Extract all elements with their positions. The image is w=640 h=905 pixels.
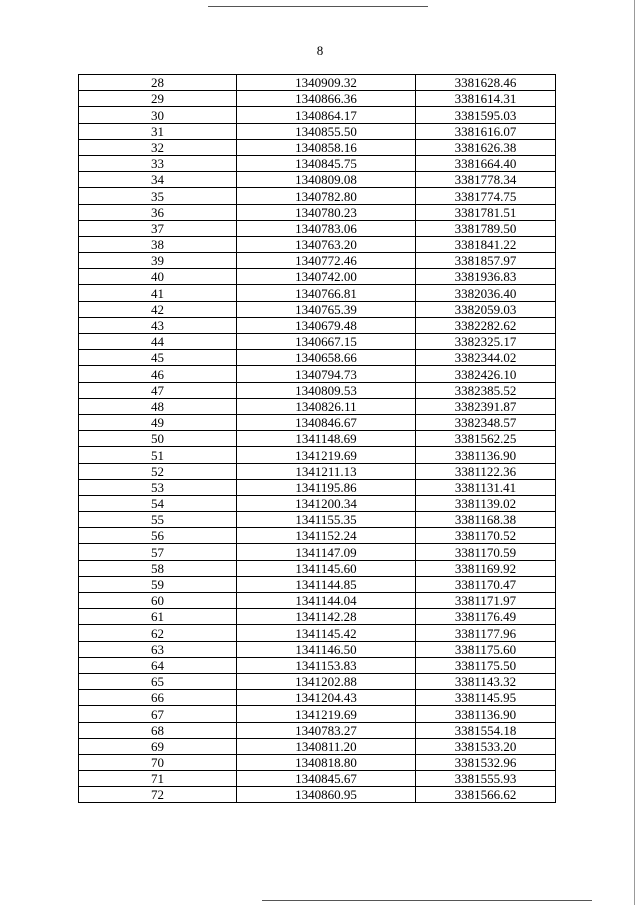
table-row [79, 366, 556, 382]
y-coordinate-cell: 3381171.97 [416, 593, 556, 609]
x-coordinate-cell: 1341202.88 [237, 673, 416, 689]
point-number-cell: 41 [79, 285, 237, 301]
x-coordinate-cell: 1340658.66 [237, 350, 416, 366]
table-row [79, 204, 556, 220]
y-coordinate-cell: 3381562.25 [416, 431, 556, 447]
point-number-cell: 62 [79, 625, 237, 641]
y-coordinate-cell: 3381566.62 [416, 787, 556, 803]
y-coordinate-cell: 3381170.52 [416, 528, 556, 544]
y-coordinate-cell: 3381789.50 [416, 220, 556, 236]
x-coordinate-cell: 1340763.20 [237, 236, 416, 252]
x-coordinate-cell: 1340766.81 [237, 285, 416, 301]
table-row [79, 107, 556, 123]
x-coordinate-cell: 1341211.13 [237, 463, 416, 479]
point-number-cell: 45 [79, 350, 237, 366]
table-row [79, 657, 556, 673]
y-coordinate-cell: 3381626.38 [416, 139, 556, 155]
table-row [79, 787, 556, 803]
table-row [79, 382, 556, 398]
point-number-cell: 54 [79, 495, 237, 511]
x-coordinate-cell: 1341200.34 [237, 495, 416, 511]
point-number-cell: 40 [79, 269, 237, 285]
table-row [79, 236, 556, 252]
table-row [79, 625, 556, 641]
table-row [79, 544, 556, 560]
y-coordinate-cell: 3381781.51 [416, 204, 556, 220]
table-row [79, 690, 556, 706]
table-row [79, 188, 556, 204]
coordinates-table [78, 74, 556, 803]
y-coordinate-cell: 3381774.75 [416, 188, 556, 204]
x-coordinate-cell: 1340742.00 [237, 269, 416, 285]
y-coordinate-cell: 3381533.20 [416, 738, 556, 754]
table-row [79, 609, 556, 625]
x-coordinate-cell: 1340864.17 [237, 107, 416, 123]
page-number: 8 [316, 43, 324, 58]
y-coordinate-cell: 3381143.32 [416, 673, 556, 689]
point-number-cell: 60 [79, 593, 237, 609]
x-coordinate-cell: 1340855.50 [237, 123, 416, 139]
y-coordinate-cell: 3381175.50 [416, 657, 556, 673]
y-coordinate-cell: 3381628.46 [416, 75, 556, 91]
table-row [79, 447, 556, 463]
point-number-cell: 68 [79, 722, 237, 738]
x-coordinate-cell: 1340772.46 [237, 253, 416, 269]
x-coordinate-cell: 1340811.20 [237, 738, 416, 754]
table-row [79, 495, 556, 511]
y-coordinate-cell: 3381936.83 [416, 269, 556, 285]
x-coordinate-cell: 1340858.16 [237, 139, 416, 155]
point-number-cell: 64 [79, 657, 237, 673]
point-number-cell: 61 [79, 609, 237, 625]
x-coordinate-cell: 1341152.24 [237, 528, 416, 544]
point-number-cell: 29 [79, 91, 237, 107]
point-number-cell: 56 [79, 528, 237, 544]
point-number-cell: 52 [79, 463, 237, 479]
point-number-cell: 30 [79, 107, 237, 123]
point-number-cell: 39 [79, 253, 237, 269]
x-coordinate-cell: 1340809.08 [237, 172, 416, 188]
point-number-cell: 35 [79, 188, 237, 204]
x-coordinate-cell: 1341146.50 [237, 641, 416, 657]
point-number-cell: 31 [79, 123, 237, 139]
table-row [79, 350, 556, 366]
x-coordinate-cell: 1341219.69 [237, 706, 416, 722]
y-coordinate-cell: 3381532.96 [416, 754, 556, 770]
table-row [79, 528, 556, 544]
x-coordinate-cell: 1341204.43 [237, 690, 416, 706]
point-number-cell: 58 [79, 560, 237, 576]
y-coordinate-cell: 3382036.40 [416, 285, 556, 301]
x-coordinate-cell: 1341195.86 [237, 479, 416, 495]
y-coordinate-cell: 3381177.96 [416, 625, 556, 641]
x-coordinate-cell: 1341155.35 [237, 512, 416, 528]
table-row [79, 414, 556, 430]
table-row [79, 253, 556, 269]
table-row [79, 172, 556, 188]
x-coordinate-cell: 1340909.32 [237, 75, 416, 91]
table-row [79, 431, 556, 447]
point-number-cell: 59 [79, 576, 237, 592]
table-row [79, 91, 556, 107]
x-coordinate-cell: 1340667.15 [237, 334, 416, 350]
y-coordinate-cell: 3382391.87 [416, 398, 556, 414]
y-coordinate-cell: 3381136.90 [416, 706, 556, 722]
point-number-cell: 49 [79, 414, 237, 430]
point-number-cell: 48 [79, 398, 237, 414]
table-row [79, 593, 556, 609]
y-coordinate-cell: 3382059.03 [416, 301, 556, 317]
x-coordinate-cell: 1340845.67 [237, 771, 416, 787]
point-number-cell: 70 [79, 754, 237, 770]
table-row [79, 123, 556, 139]
x-coordinate-cell: 1341145.60 [237, 560, 416, 576]
x-coordinate-cell: 1340818.80 [237, 754, 416, 770]
y-coordinate-cell: 3382344.02 [416, 350, 556, 366]
y-coordinate-cell: 3381595.03 [416, 107, 556, 123]
y-coordinate-cell: 3381136.90 [416, 447, 556, 463]
table-row [79, 722, 556, 738]
point-number-cell: 50 [79, 431, 237, 447]
x-coordinate-cell: 1340845.75 [237, 155, 416, 171]
y-coordinate-cell: 3382282.62 [416, 317, 556, 333]
y-coordinate-cell: 3381168.38 [416, 512, 556, 528]
point-number-cell: 33 [79, 155, 237, 171]
point-number-cell: 67 [79, 706, 237, 722]
point-number-cell: 63 [79, 641, 237, 657]
point-number-cell: 65 [79, 673, 237, 689]
table-row [79, 673, 556, 689]
point-number-cell: 34 [79, 172, 237, 188]
scan-edge-right [634, 0, 635, 905]
table-row [79, 754, 556, 770]
table-row [79, 269, 556, 285]
point-number-cell: 37 [79, 220, 237, 236]
table-row [79, 301, 556, 317]
table-row [79, 479, 556, 495]
table-row [79, 317, 556, 333]
point-number-cell: 36 [79, 204, 237, 220]
x-coordinate-cell: 1341144.04 [237, 593, 416, 609]
table-row [79, 641, 556, 657]
y-coordinate-cell: 3381857.97 [416, 253, 556, 269]
point-number-cell: 71 [79, 771, 237, 787]
y-coordinate-cell: 3382385.52 [416, 382, 556, 398]
y-coordinate-cell: 3381122.36 [416, 463, 556, 479]
point-number-cell: 32 [79, 139, 237, 155]
table-row [79, 220, 556, 236]
point-number-cell: 53 [79, 479, 237, 495]
y-coordinate-cell: 3382348.57 [416, 414, 556, 430]
point-number-cell: 46 [79, 366, 237, 382]
x-coordinate-cell: 1340782.80 [237, 188, 416, 204]
x-coordinate-cell: 1340846.67 [237, 414, 416, 430]
y-coordinate-cell: 3381131.41 [416, 479, 556, 495]
table-row [79, 512, 556, 528]
table-row [79, 398, 556, 414]
table-row [79, 75, 556, 91]
x-coordinate-cell: 1340679.48 [237, 317, 416, 333]
x-coordinate-cell: 1341144.85 [237, 576, 416, 592]
x-coordinate-cell: 1341219.69 [237, 447, 416, 463]
table-row [79, 771, 556, 787]
y-coordinate-cell: 3381175.60 [416, 641, 556, 657]
x-coordinate-cell: 1340765.39 [237, 301, 416, 317]
y-coordinate-cell: 3381139.02 [416, 495, 556, 511]
y-coordinate-cell: 3381169.92 [416, 560, 556, 576]
y-coordinate-cell: 3381841.22 [416, 236, 556, 252]
y-coordinate-cell: 3381555.93 [416, 771, 556, 787]
point-number-cell: 57 [79, 544, 237, 560]
coordinates-table-body [79, 75, 556, 803]
point-number-cell: 28 [79, 75, 237, 91]
x-coordinate-cell: 1341153.83 [237, 657, 416, 673]
table-row [79, 706, 556, 722]
x-coordinate-cell: 1341147.09 [237, 544, 416, 560]
y-coordinate-cell: 3381778.34 [416, 172, 556, 188]
table-row [79, 139, 556, 155]
point-number-cell: 66 [79, 690, 237, 706]
y-coordinate-cell: 3381170.47 [416, 576, 556, 592]
x-coordinate-cell: 1341148.69 [237, 431, 416, 447]
table-row [79, 576, 556, 592]
table-row [79, 463, 556, 479]
point-number-cell: 44 [79, 334, 237, 350]
x-coordinate-cell: 1340794.73 [237, 366, 416, 382]
x-coordinate-cell: 1341142.28 [237, 609, 416, 625]
y-coordinate-cell: 3381554.18 [416, 722, 556, 738]
y-coordinate-cell: 3381145.95 [416, 690, 556, 706]
x-coordinate-cell: 1340783.27 [237, 722, 416, 738]
point-number-cell: 55 [79, 512, 237, 528]
x-coordinate-cell: 1341145.42 [237, 625, 416, 641]
scan-border-line-bottom [262, 900, 592, 901]
x-coordinate-cell: 1340860.95 [237, 787, 416, 803]
table-row [79, 738, 556, 754]
x-coordinate-cell: 1340826.11 [237, 398, 416, 414]
point-number-cell: 42 [79, 301, 237, 317]
table-row [79, 155, 556, 171]
y-coordinate-cell: 3381170.59 [416, 544, 556, 560]
point-number-cell: 47 [79, 382, 237, 398]
y-coordinate-cell: 3382325.17 [416, 334, 556, 350]
point-number-cell: 69 [79, 738, 237, 754]
point-number-cell: 51 [79, 447, 237, 463]
y-coordinate-cell: 3381614.31 [416, 91, 556, 107]
scan-border-line-top [208, 6, 428, 7]
y-coordinate-cell: 3381664.40 [416, 155, 556, 171]
y-coordinate-cell: 3382426.10 [416, 366, 556, 382]
table-row [79, 285, 556, 301]
x-coordinate-cell: 1340809.53 [237, 382, 416, 398]
x-coordinate-cell: 1340783.06 [237, 220, 416, 236]
point-number-cell: 38 [79, 236, 237, 252]
x-coordinate-cell: 1340866.36 [237, 91, 416, 107]
table-row [79, 334, 556, 350]
point-number-cell: 72 [79, 787, 237, 803]
y-coordinate-cell: 3381176.49 [416, 609, 556, 625]
y-coordinate-cell: 3381616.07 [416, 123, 556, 139]
x-coordinate-cell: 1340780.23 [237, 204, 416, 220]
table-row [79, 560, 556, 576]
point-number-cell: 43 [79, 317, 237, 333]
